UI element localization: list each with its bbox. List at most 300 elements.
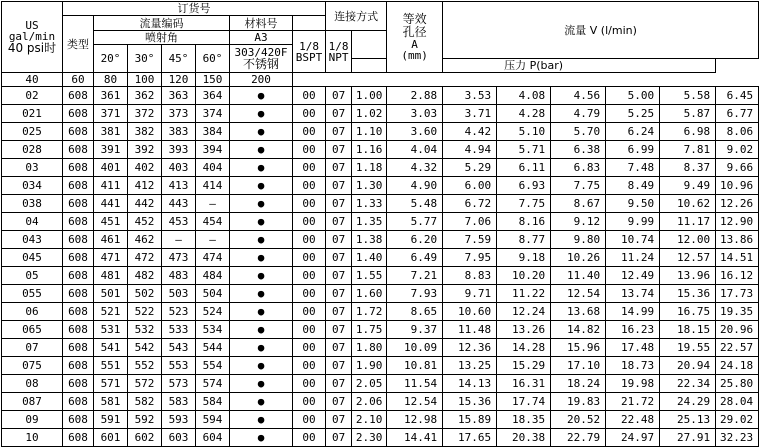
table-row bbox=[2, 213, 759, 231]
code-45-cell: 483 bbox=[162, 267, 196, 285]
code-30-cell: 532 bbox=[128, 321, 162, 339]
material-dot-cell: ● bbox=[230, 249, 293, 267]
diameter-cell: 1.90 bbox=[352, 357, 387, 375]
code-45-cell: 413 bbox=[162, 177, 196, 195]
connection-bspt-header bbox=[293, 31, 326, 73]
flow-cell-80: 8.77 bbox=[497, 231, 551, 249]
code-60-cell: 504 bbox=[196, 285, 230, 303]
flow-cell-80: 16.31 bbox=[497, 375, 551, 393]
flow-cell-60: 9.71 bbox=[443, 285, 497, 303]
code-20-cell: 531 bbox=[94, 321, 128, 339]
flow-cell-150: 25.13 bbox=[660, 411, 716, 429]
material-code-header: A3 bbox=[230, 31, 293, 45]
pressure-200-header: 200 bbox=[230, 73, 293, 87]
npt-cell: 07 bbox=[326, 357, 352, 375]
material-no-header: 材料号 bbox=[230, 16, 293, 31]
flow-cell-60: 6.00 bbox=[443, 177, 497, 195]
type-cell: 608 bbox=[63, 87, 94, 105]
table-row bbox=[2, 411, 759, 429]
npt-cell: 07 bbox=[326, 195, 352, 213]
us-flow-cell: 075 bbox=[2, 357, 63, 375]
flow-cell-120: 9.99 bbox=[606, 213, 660, 231]
table-row bbox=[2, 87, 759, 105]
flow-cell-60: 3.71 bbox=[443, 105, 497, 123]
bspt-cell: 00 bbox=[293, 393, 326, 411]
us-flow-cell: 038 bbox=[2, 195, 63, 213]
code-45-cell: 533 bbox=[162, 321, 196, 339]
flow-cell-200: 13.86 bbox=[716, 231, 759, 249]
pressure-120-header: 120 bbox=[162, 73, 196, 87]
code-60-cell: 364 bbox=[196, 87, 230, 105]
code-20-cell: 521 bbox=[94, 303, 128, 321]
code-30-cell: 572 bbox=[128, 375, 162, 393]
material-dot-cell: ● bbox=[230, 429, 293, 447]
type-cell: 608 bbox=[63, 339, 94, 357]
code-60-cell: 544 bbox=[196, 339, 230, 357]
flow-cell-100: 9.80 bbox=[551, 231, 606, 249]
code-20-cell: 361 bbox=[94, 87, 128, 105]
flow-cell-120: 13.74 bbox=[606, 285, 660, 303]
flow-cell-100: 13.68 bbox=[551, 303, 606, 321]
flow-cell-100: 11.40 bbox=[551, 267, 606, 285]
us-flow-cell: 05 bbox=[2, 267, 63, 285]
type-cell: 608 bbox=[63, 159, 94, 177]
flow-cell-150: 22.34 bbox=[660, 375, 716, 393]
flow-cell-200: 22.57 bbox=[716, 339, 759, 357]
code-20-cell: 481 bbox=[94, 267, 128, 285]
code-60-cell: 404 bbox=[196, 159, 230, 177]
flow-cell-120: 8.49 bbox=[606, 177, 660, 195]
material-dot-cell: ● bbox=[230, 105, 293, 123]
flow-cell-40: 12.54 bbox=[387, 393, 443, 411]
type-cell: 608 bbox=[63, 429, 94, 447]
flow-cell-40: 4.90 bbox=[387, 177, 443, 195]
code-20-cell: 411 bbox=[94, 177, 128, 195]
code-45-cell: 553 bbox=[162, 357, 196, 375]
flow-cell-60: 8.83 bbox=[443, 267, 497, 285]
flow-cell-100: 12.54 bbox=[551, 285, 606, 303]
pressure-60-header: 60 bbox=[63, 73, 94, 87]
flow-cell-100: 6.38 bbox=[551, 141, 606, 159]
material-dot-cell: ● bbox=[230, 267, 293, 285]
code-60-cell: 584 bbox=[196, 393, 230, 411]
flow-cell-80: 13.26 bbox=[497, 321, 551, 339]
material-dot-cell: ● bbox=[230, 375, 293, 393]
us-flow-header-line-3: 40 psi时 bbox=[7, 40, 57, 55]
table-row bbox=[2, 105, 759, 123]
npt-cell: 07 bbox=[326, 321, 352, 339]
type-cell: 608 bbox=[63, 285, 94, 303]
us-flow-cell: 045 bbox=[2, 249, 63, 267]
material-desc-line-1: 303/420F bbox=[234, 45, 288, 59]
flow-cell-60: 12.36 bbox=[443, 339, 497, 357]
flow-cell-40: 14.41 bbox=[387, 429, 443, 447]
pressure-150-header: 150 bbox=[196, 73, 230, 87]
diameter-cell: 1.72 bbox=[352, 303, 387, 321]
bspt-cell: 00 bbox=[293, 87, 326, 105]
flow-cell-40: 3.03 bbox=[387, 105, 443, 123]
table-row bbox=[2, 285, 759, 303]
npt-cell: 07 bbox=[326, 411, 352, 429]
bspt-cell: 00 bbox=[293, 177, 326, 195]
code-60-cell: 414 bbox=[196, 177, 230, 195]
code-45-cell: 373 bbox=[162, 105, 196, 123]
material-dot-cell: ● bbox=[230, 123, 293, 141]
flow-cell-200: 20.96 bbox=[716, 321, 759, 339]
code-45-cell: 543 bbox=[162, 339, 196, 357]
diameter-cell: 2.30 bbox=[352, 429, 387, 447]
type-cell: 608 bbox=[63, 123, 94, 141]
code-20-cell: 451 bbox=[94, 213, 128, 231]
table-row bbox=[2, 375, 759, 393]
table-row bbox=[2, 141, 759, 159]
diameter-cell: 1.38 bbox=[352, 231, 387, 249]
code-30-cell: 392 bbox=[128, 141, 162, 159]
flow-cell-200: 9.66 bbox=[716, 159, 759, 177]
bspt-cell: 00 bbox=[293, 285, 326, 303]
flow-cell-40: 4.04 bbox=[387, 141, 443, 159]
flow-cell-200: 14.51 bbox=[716, 249, 759, 267]
type-cell: 608 bbox=[63, 177, 94, 195]
code-60-cell: 384 bbox=[196, 123, 230, 141]
type-cell: 608 bbox=[63, 393, 94, 411]
flow-cell-80: 4.08 bbox=[497, 87, 551, 105]
connection-npt-header bbox=[326, 31, 352, 73]
code-20-cell: 461 bbox=[94, 231, 128, 249]
bspt-cell: 00 bbox=[293, 357, 326, 375]
code-20-cell: 571 bbox=[94, 375, 128, 393]
npt-cell: 07 bbox=[326, 177, 352, 195]
flow-cell-80: 12.24 bbox=[497, 303, 551, 321]
us-flow-cell: 06 bbox=[2, 303, 63, 321]
npt-cell: 07 bbox=[326, 339, 352, 357]
code-30-cell: 582 bbox=[128, 393, 162, 411]
flow-cell-100: 4.79 bbox=[551, 105, 606, 123]
code-20-cell: 471 bbox=[94, 249, 128, 267]
flow-cell-60: 17.65 bbox=[443, 429, 497, 447]
flow-cell-60: 4.42 bbox=[443, 123, 497, 141]
code-30-cell: 402 bbox=[128, 159, 162, 177]
code-45-cell: 523 bbox=[162, 303, 196, 321]
table-row bbox=[2, 339, 759, 357]
flow-cell-200: 32.23 bbox=[716, 429, 759, 447]
flow-cell-150: 7.81 bbox=[660, 141, 716, 159]
table-row bbox=[2, 249, 759, 267]
code-60-cell: 594 bbox=[196, 411, 230, 429]
code-20-cell: 371 bbox=[94, 105, 128, 123]
code-45-cell: 403 bbox=[162, 159, 196, 177]
flow-cell-150: 8.37 bbox=[660, 159, 716, 177]
flow-cell-100: 17.10 bbox=[551, 357, 606, 375]
us-flow-cell: 055 bbox=[2, 285, 63, 303]
material-dot-cell: ● bbox=[230, 411, 293, 429]
flow-cell-200: 10.96 bbox=[716, 177, 759, 195]
flow-cell-200: 8.06 bbox=[716, 123, 759, 141]
code-45-cell: 443 bbox=[162, 195, 196, 213]
flow-cell-80: 17.74 bbox=[497, 393, 551, 411]
bspt-cell: 00 bbox=[293, 411, 326, 429]
code-45-cell: 583 bbox=[162, 393, 196, 411]
connection-header: 连接方式 bbox=[326, 2, 387, 31]
npt-cell: 07 bbox=[326, 87, 352, 105]
flow-cell-80: 18.35 bbox=[497, 411, 551, 429]
flow-cell-40: 7.21 bbox=[387, 267, 443, 285]
code-60-cell: – bbox=[196, 231, 230, 249]
code-60-cell: 394 bbox=[196, 141, 230, 159]
flow-cell-40: 7.93 bbox=[387, 285, 443, 303]
flow-cell-80: 14.28 bbox=[497, 339, 551, 357]
us-flow-header bbox=[2, 2, 63, 73]
flow-cell-40: 10.81 bbox=[387, 357, 443, 375]
flow-cell-60: 13.25 bbox=[443, 357, 497, 375]
flow-cell-200: 28.04 bbox=[716, 393, 759, 411]
flow-cell-120: 6.99 bbox=[606, 141, 660, 159]
pressure-header: 压力 P(bar) bbox=[352, 59, 716, 73]
flow-cell-200: 6.77 bbox=[716, 105, 759, 123]
code-45-cell: 393 bbox=[162, 141, 196, 159]
angle-20-header: 20° bbox=[94, 45, 128, 73]
flow-cell-60: 7.59 bbox=[443, 231, 497, 249]
us-flow-cell: 08 bbox=[2, 375, 63, 393]
diameter-cell: 1.10 bbox=[352, 123, 387, 141]
flow-cell-120: 6.24 bbox=[606, 123, 660, 141]
code-45-cell: 363 bbox=[162, 87, 196, 105]
code-30-cell: 482 bbox=[128, 267, 162, 285]
angle-45-header: 45° bbox=[162, 45, 196, 73]
flow-cell-150: 20.94 bbox=[660, 357, 716, 375]
material-dot-cell: ● bbox=[230, 285, 293, 303]
code-30-cell: 452 bbox=[128, 213, 162, 231]
table-row bbox=[2, 321, 759, 339]
code-20-cell: 551 bbox=[94, 357, 128, 375]
type-cell: 608 bbox=[63, 231, 94, 249]
type-cell: 608 bbox=[63, 411, 94, 429]
flow-cell-100: 9.12 bbox=[551, 213, 606, 231]
npt-cell: 07 bbox=[326, 303, 352, 321]
flow-cell-200: 25.80 bbox=[716, 375, 759, 393]
flow-cell-150: 13.96 bbox=[660, 267, 716, 285]
equiv-diameter-line-4: (mm) bbox=[401, 49, 428, 62]
material-dot-cell: ● bbox=[230, 303, 293, 321]
code-20-cell: 591 bbox=[94, 411, 128, 429]
order-no-header: 订货号 bbox=[63, 2, 326, 16]
flow-cell-100: 7.75 bbox=[551, 177, 606, 195]
flow-cell-150: 6.98 bbox=[660, 123, 716, 141]
flow-cell-120: 24.97 bbox=[606, 429, 660, 447]
code-60-cell: 454 bbox=[196, 213, 230, 231]
code-30-cell: 552 bbox=[128, 357, 162, 375]
us-flow-cell: 03 bbox=[2, 159, 63, 177]
equiv-diameter-line-3: A bbox=[411, 38, 418, 51]
material-dot-cell: ● bbox=[230, 231, 293, 249]
flow-cell-120: 19.98 bbox=[606, 375, 660, 393]
flow-cell-60: 7.95 bbox=[443, 249, 497, 267]
flow-cell-60: 10.60 bbox=[443, 303, 497, 321]
us-flow-cell: 087 bbox=[2, 393, 63, 411]
flow-cell-120: 7.48 bbox=[606, 159, 660, 177]
pressure-100-header: 100 bbox=[128, 73, 162, 87]
diameter-cell: 1.60 bbox=[352, 285, 387, 303]
table-row bbox=[2, 123, 759, 141]
nozzle-spec-table bbox=[1, 1, 759, 447]
diameter-cell: 1.40 bbox=[352, 249, 387, 267]
flow-cell-40: 10.09 bbox=[387, 339, 443, 357]
flow-cell-150: 19.55 bbox=[660, 339, 716, 357]
bspt-cell: 00 bbox=[293, 267, 326, 285]
material-dot-cell: ● bbox=[230, 87, 293, 105]
flow-cell-150: 9.49 bbox=[660, 177, 716, 195]
material-dot-cell: ● bbox=[230, 213, 293, 231]
table-row bbox=[2, 357, 759, 375]
material-dot-cell: ● bbox=[230, 141, 293, 159]
code-60-cell: 374 bbox=[196, 105, 230, 123]
code-20-cell: 441 bbox=[94, 195, 128, 213]
bspt-cell: 00 bbox=[293, 105, 326, 123]
flow-cell-80: 8.16 bbox=[497, 213, 551, 231]
us-flow-cell: 065 bbox=[2, 321, 63, 339]
flow-cell-80: 5.10 bbox=[497, 123, 551, 141]
diameter-cell: 1.16 bbox=[352, 141, 387, 159]
bspt-cell: 00 bbox=[293, 303, 326, 321]
code-30-cell: 592 bbox=[128, 411, 162, 429]
flow-cell-40: 11.54 bbox=[387, 375, 443, 393]
code-45-cell: 593 bbox=[162, 411, 196, 429]
flow-cell-60: 3.53 bbox=[443, 87, 497, 105]
flow-cell-150: 12.57 bbox=[660, 249, 716, 267]
bspt-cell: 00 bbox=[293, 339, 326, 357]
code-30-cell: 522 bbox=[128, 303, 162, 321]
flow-cell-120: 16.23 bbox=[606, 321, 660, 339]
flow-v-header: 流量 V (l/min) bbox=[443, 2, 759, 59]
flow-cell-80: 7.75 bbox=[497, 195, 551, 213]
code-45-cell: 453 bbox=[162, 213, 196, 231]
pressure-80-header: 80 bbox=[94, 73, 128, 87]
code-20-cell: 391 bbox=[94, 141, 128, 159]
flow-cell-200: 24.18 bbox=[716, 357, 759, 375]
material-desc-header bbox=[230, 45, 293, 73]
us-flow-cell: 07 bbox=[2, 339, 63, 357]
npt-cell: 07 bbox=[326, 213, 352, 231]
equiv-diameter-line-1: 等效 bbox=[402, 12, 427, 26]
flow-cell-60: 15.89 bbox=[443, 411, 497, 429]
code-45-cell: 503 bbox=[162, 285, 196, 303]
table-row bbox=[2, 159, 759, 177]
us-flow-header-line-1: US bbox=[25, 18, 39, 32]
flow-cell-120: 18.73 bbox=[606, 357, 660, 375]
code-60-cell: 534 bbox=[196, 321, 230, 339]
diameter-cell: 1.30 bbox=[352, 177, 387, 195]
flow-cell-200: 12.26 bbox=[716, 195, 759, 213]
flow-cell-40: 6.20 bbox=[387, 231, 443, 249]
code-60-cell: 524 bbox=[196, 303, 230, 321]
flow-cell-80: 20.38 bbox=[497, 429, 551, 447]
flow-cell-150: 18.15 bbox=[660, 321, 716, 339]
flow-cell-100: 8.67 bbox=[551, 195, 606, 213]
flow-cell-120: 17.48 bbox=[606, 339, 660, 357]
code-20-cell: 401 bbox=[94, 159, 128, 177]
type-cell: 608 bbox=[63, 357, 94, 375]
material-desc-line-2: 不锈钢 bbox=[242, 56, 279, 71]
code-30-cell: 462 bbox=[128, 231, 162, 249]
code-20-cell: 381 bbox=[94, 123, 128, 141]
table-body bbox=[2, 87, 759, 447]
flow-cell-40: 4.32 bbox=[387, 159, 443, 177]
flow-cell-120: 10.74 bbox=[606, 231, 660, 249]
table-row bbox=[2, 231, 759, 249]
code-60-cell: 554 bbox=[196, 357, 230, 375]
flow-cell-80: 11.22 bbox=[497, 285, 551, 303]
material-dot-cell: ● bbox=[230, 321, 293, 339]
flow-cell-150: 15.36 bbox=[660, 285, 716, 303]
type-cell: 608 bbox=[63, 375, 94, 393]
flow-cell-120: 9.50 bbox=[606, 195, 660, 213]
flow-cell-80: 6.11 bbox=[497, 159, 551, 177]
code-30-cell: 382 bbox=[128, 123, 162, 141]
npt-cell: 07 bbox=[326, 231, 352, 249]
npt-cell: 07 bbox=[326, 159, 352, 177]
bspt-cell: 00 bbox=[293, 213, 326, 231]
flow-cell-60: 7.06 bbox=[443, 213, 497, 231]
type-header: 类型 bbox=[63, 16, 94, 73]
flow-cell-100: 22.79 bbox=[551, 429, 606, 447]
npt-cell: 07 bbox=[326, 123, 352, 141]
diameter-cell: 2.05 bbox=[352, 375, 387, 393]
npt-cell: 07 bbox=[326, 375, 352, 393]
flow-cell-120: 22.48 bbox=[606, 411, 660, 429]
code-20-cell: 601 bbox=[94, 429, 128, 447]
us-flow-cell: 04 bbox=[2, 213, 63, 231]
code-60-cell: 604 bbox=[196, 429, 230, 447]
code-20-cell: 541 bbox=[94, 339, 128, 357]
npt-cell: 07 bbox=[326, 249, 352, 267]
type-cell: 608 bbox=[63, 213, 94, 231]
angle-60-header: 60° bbox=[196, 45, 230, 73]
table-row bbox=[2, 303, 759, 321]
flow-cell-80: 4.28 bbox=[497, 105, 551, 123]
us-flow-cell: 043 bbox=[2, 231, 63, 249]
code-60-cell: 484 bbox=[196, 267, 230, 285]
flow-cell-120: 14.99 bbox=[606, 303, 660, 321]
flow-cell-80: 6.93 bbox=[497, 177, 551, 195]
npt-line-2: NPT bbox=[328, 50, 349, 64]
diameter-cell: 2.06 bbox=[352, 393, 387, 411]
type-cell: 608 bbox=[63, 267, 94, 285]
flow-cell-40: 3.60 bbox=[387, 123, 443, 141]
flow-cell-120: 5.00 bbox=[606, 87, 660, 105]
angle-30-header: 30° bbox=[128, 45, 162, 73]
diameter-cell: 1.18 bbox=[352, 159, 387, 177]
npt-cell: 07 bbox=[326, 285, 352, 303]
flow-cell-60: 5.29 bbox=[443, 159, 497, 177]
code-60-cell: 474 bbox=[196, 249, 230, 267]
bspt-cell: 00 bbox=[293, 159, 326, 177]
type-cell: 608 bbox=[63, 195, 94, 213]
flow-cell-100: 4.56 bbox=[551, 87, 606, 105]
diameter-cell: 1.02 bbox=[352, 105, 387, 123]
code-20-cell: 581 bbox=[94, 393, 128, 411]
code-45-cell: 573 bbox=[162, 375, 196, 393]
flow-cell-100: 10.26 bbox=[551, 249, 606, 267]
material-dot-cell: ● bbox=[230, 357, 293, 375]
material-dot-cell: ● bbox=[230, 339, 293, 357]
flow-cell-80: 10.20 bbox=[497, 267, 551, 285]
flow-cell-200: 19.35 bbox=[716, 303, 759, 321]
material-dot-cell: ● bbox=[230, 177, 293, 195]
flow-cell-80: 9.18 bbox=[497, 249, 551, 267]
flow-cell-40: 6.49 bbox=[387, 249, 443, 267]
code-30-cell: 442 bbox=[128, 195, 162, 213]
code-30-cell: 542 bbox=[128, 339, 162, 357]
